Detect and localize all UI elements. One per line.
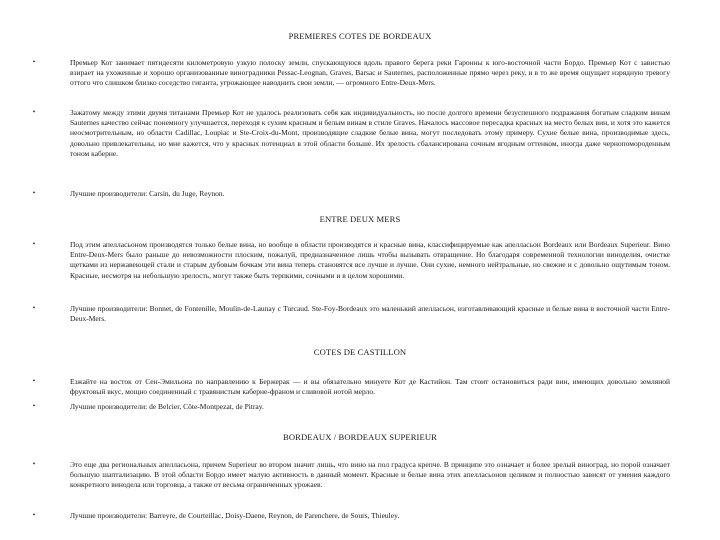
- section-heading-bordeaux-superieur: BORDEAUX / BORDEAUX SUPERIEUR: [282, 432, 438, 442]
- section-heading-cotes-de-castillon: COTES DE CASTILLON: [313, 347, 407, 357]
- paragraph-text: Зажатому между этими двумя титанами Премьер Кот не удалось реализовать себя как индивидуальность, но после долгого времени безуспешного подражания богатым сладким винам Sauternes качество сейчас понемногу улучшается, переходя к сухим красным и белым винам в стиле Graves. Началось массовое пересадка красных на место белых вин, и хотя это кажется неосмотрительным, но области Cadillac, Loupiac и Ste-Croix-du-Mont, производящие сладкие белые вина, могут последовать этому примеру. Сухие белые вина, производимые здесь, довольно привлекательны, но мне кажется, что у красных потенциал в этой области больше. Их зрелость сбалансирована сочным ягодным оттенком, иногда даже чернопомороденным тоном каберне.: [70, 108, 670, 158]
- bullet-icon: •: [32, 377, 36, 385]
- paragraph-text: Езжайте на восток от Сен-Эмильона по направлению к Бержерак — и вы обязательно минуете Кот де Кастийон. Там стоит остановиться ради вин, имеющих довольно земляной фруктовый вкус, мощно соединенный с травянистым каберне-франом и сливовой нотой мерло.: [70, 377, 670, 397]
- bullet-icon: •: [32, 58, 36, 66]
- paragraph-text: Под этим апелласьоном производятся только белые вина, но вообще в области производятся и красные вина, классифицируемые как апелласьон Bordeaux или Bordeaux Superieur. Вино Entre-Deux-Mers было раньше до невозможности плоским, пожалуй, предназначенное лишь чтобы вызывать отвращение. Но благодаря современной технологии виноделия, очистке щетками из нержавеющей стали и старым дубовым бочкам эти вина теперь становятся все лучше и лучше. Они сухие, немного нейтральные, но свежие и с довольно ощутимым тоном. Красные, несмотря на небольшую зрелость, могут также быть терпкими, сочными и в целом хорошими.: [70, 240, 670, 280]
- paragraph-text: Лучшие производители: de Belcier, Côte-Montpezat, de Pitray.: [70, 402, 264, 411]
- section-heading-premieres-cotes: PREMIERES COTES DE BORDEAUX: [288, 31, 432, 41]
- bullet-icon: •: [32, 304, 36, 312]
- paragraph-text: Лучшие производители: Carsin, du Juge, Reynon.: [70, 189, 225, 198]
- paragraph-text: Это еще два региональных апелласьона, причем Superieur во втором значит лишь, что вино на пол градуса крепче. В принципе это означает и более зрелый виноград, но порой означает большую шаптализацию. В этой области Бордо имеет малую активность в данный момент. Красные и белые вина этих апелласьонов целиком и полностью зависят от умения каждого конкретного винодела или торговца, а также от весьма ограниченных урожаев.: [70, 460, 670, 490]
- paragraph-text: Премьер Кот занимает пятидесяти километровую узкую полоску земли, спускающуюся вдоль правого берега реки Гаронны к юго-восточной части Бордо. Премьер Кот с завистью взирает на ухоженные и хорошо организованные виноградники Pessac-Leognan, Graves, Barsac и Sauternes, расположенные прямо через реку, и в то же время ощущает изрядную тревогу оттого что слишком близко соседство гиганта, угрожающее наводнить свои земли, — огромного Entre-Deux-Mers.: [70, 58, 670, 88]
- bullet-icon: •: [32, 189, 36, 197]
- section-heading-entre-deux-mers: ENTRE DEUX MERS: [319, 214, 401, 224]
- bullet-icon: •: [32, 240, 36, 248]
- bullet-icon: •: [32, 460, 36, 468]
- paragraph-text: Лучшие производители: Barreyre, de Courteillac, Doisy-Daene, Reynon, de Parenchere, de Sours, Thieuley.: [70, 511, 400, 520]
- bullet-icon: •: [32, 108, 36, 116]
- paragraph-text: Лучшие производители: Bonnet, de Fontenille, Moulin-de-Launay с Turcaud. Ste-Foy-Bordeaux это маленький апелласьон, изготавливающий красные и белые вина в восточной части Entre-Deux-Mers.: [70, 304, 670, 324]
- bullet-icon: •: [32, 402, 36, 410]
- bullet-icon: •: [32, 511, 36, 519]
